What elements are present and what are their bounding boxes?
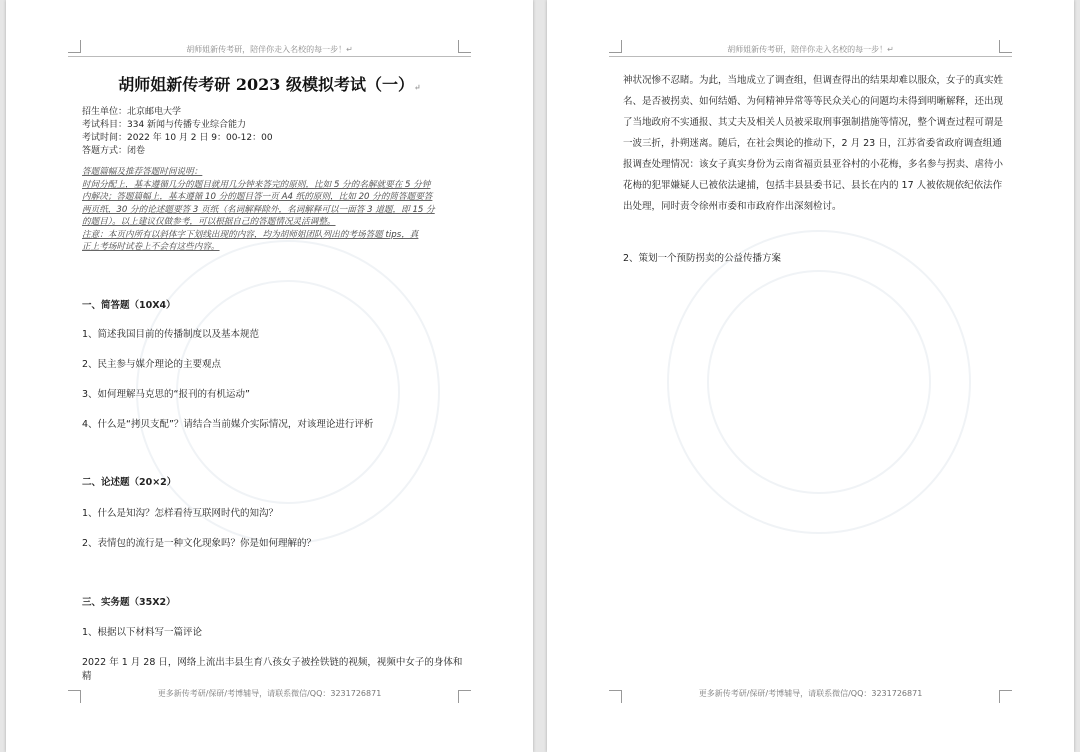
section-heading-practice[interactable]: 三、实务题（35X2） xyxy=(82,597,176,608)
material-paragraph[interactable] xyxy=(623,70,1008,217)
note-line: 时间分配上，基本遵循几分的题目就用几分钟来答完的原则，比如 5 分的名解就要在 5 分钟 xyxy=(82,179,431,190)
material-paragraph-start[interactable]: 2022 年 1 月 28 日，网络上流出丰县生育八孩女子被拴铁链的视频，视频中女子的身体和精 xyxy=(82,657,463,682)
exam-info-block[interactable] xyxy=(82,106,467,158)
exam-title[interactable]: 胡师姐新传考研 2023 级模拟考试（一）↵ xyxy=(118,75,421,94)
page-footer[interactable]: 更多新传考研/保研/考博辅导，请联系微信/QQ：3231726871 xyxy=(698,689,923,698)
exam-unit: 招生单位：北京邮电大学 xyxy=(82,107,182,117)
question-item[interactable]: 2、策划一个预防拐卖的公益传播方案 xyxy=(623,253,782,264)
exam-form: 答题方式：闭卷 xyxy=(82,146,146,156)
header-divider xyxy=(609,56,1012,57)
section-heading-essay[interactable]: 二、论述题（20×2） xyxy=(82,477,177,488)
question-item[interactable]: 1、根据以下材料写一篇评论 xyxy=(82,627,203,638)
question-item[interactable]: 2、民主参与媒介理论的主要观点 xyxy=(82,359,222,370)
section-heading-short-answer[interactable]: 一、简答题（10X4） xyxy=(82,300,176,311)
page-footer[interactable]: 更多新传考研/保研/考博辅导，请联系微信/QQ：3231726871 xyxy=(157,689,382,698)
material-line: 报调查处理情况：该女子真实身份为云南省福贡县亚谷村的小花梅，多名参与拐卖、虐待小 xyxy=(623,159,1004,170)
question-item[interactable]: 4、什么是“拷贝支配”？请结合当前媒介实际情况，对该理论进行评析 xyxy=(82,419,374,430)
material-line: 神状况惨不忍睹。为此，当地成立了调查组，但调查得出的结果却难以服众，女子的真实姓 xyxy=(623,75,1004,86)
note-line: 内解决；答题篇幅上，基本遵循 10 分的题目答一页 A4 纸的原则，比如 20 分的简答题要答 xyxy=(82,192,433,202)
exam-time: 考试时间：2022 年 10 月 2 日 9：00-12：00 xyxy=(82,133,273,143)
material-line: 名、是否被拐卖、如何结婚、为何精神异常等等民众关心的问题均未得到明晰解释，还出现 xyxy=(623,96,1004,107)
exam-subject: 考试科目：334 新闻与传播专业综合能力 xyxy=(82,120,247,130)
question-item[interactable]: 2、表情包的流行是一种文化现象吗？你是如何理解的？ xyxy=(82,538,317,549)
material-line: 花梅的犯罪嫌疑人已被依法逮捕，包括丰县县委书记、县长在内的 17 人被依规依纪依法作 xyxy=(623,180,1003,191)
note-line: 两页纸，30 分的论述题要答 3 页纸（名词解释除外，名词解释可以一面答 3 道题，即 15 分 xyxy=(82,204,435,215)
answer-tips-note[interactable] xyxy=(82,166,467,254)
question-item[interactable]: 1、简述我国目前的传播制度以及基本规范 xyxy=(82,329,260,340)
material-line: 一波三折，扑朔迷离。随后，在社会舆论的推动下，2 月 23 日，江苏省委省政府调查组通 xyxy=(623,138,1002,149)
note-line: 正上考场时试卷上不会有这些内容。 xyxy=(82,242,220,252)
document-page-2 xyxy=(547,0,1074,752)
note-line: 注意：本页内所有以斜体字下划线出现的内容，均为胡师姐团队列出的考场答题 tips，真 xyxy=(82,229,419,240)
question-item[interactable]: 3、如何理解马克思的“报刊的有机运动” xyxy=(82,389,250,400)
page-header[interactable]: 胡师姐新传考研，陪伴你走入名校的每一步！↵ xyxy=(727,45,894,54)
material-line: 了当地政府不实通报、其丈夫及相关人员被采取刑事强制措施等情况，整个调查过程可谓是 xyxy=(623,117,1004,128)
material-line: 出处理，同时责令徐州市委和市政府作出深刻检讨。 xyxy=(623,201,842,212)
page-header[interactable]: 胡师姐新传考研，陪伴你走入名校的每一步！↵ xyxy=(186,45,353,54)
header-divider xyxy=(68,56,471,57)
watermark-seal-inner xyxy=(707,270,931,494)
note-line: 的题目）。以上建议仅做参考，可以根据自己的答题情况灵活调整。 xyxy=(82,217,336,227)
document-page-1 xyxy=(6,0,533,752)
note-line: 答题篇幅及推荐答题时间说明： xyxy=(82,167,203,177)
question-item[interactable]: 1、什么是知沟？怎样看待互联网时代的知沟？ xyxy=(82,508,279,519)
